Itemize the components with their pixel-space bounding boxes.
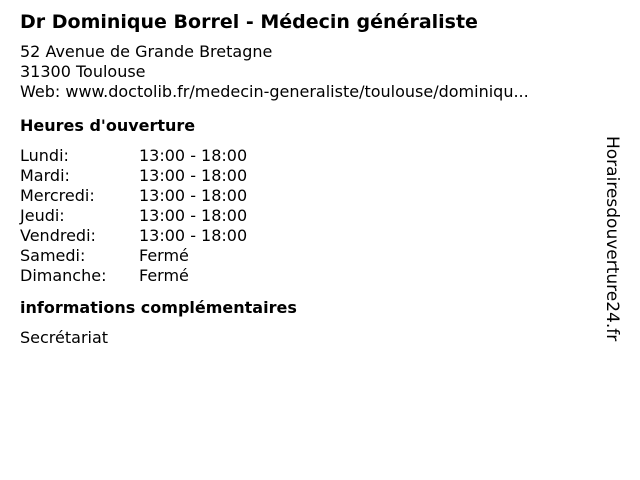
hours-day-label: Vendredi:: [20, 226, 96, 245]
additional-info-heading: informations complémentaires: [20, 298, 297, 317]
opening-hours-table: [20, 146, 600, 286]
hours-day-label: Dimanche:: [20, 266, 107, 285]
address-city: 31300 Toulouse: [20, 62, 146, 81]
hours-day-label: Samedi:: [20, 246, 86, 265]
address-street: 52 Avenue de Grande Bretagne: [20, 42, 273, 61]
hours-row-friday: [20, 226, 600, 246]
site-watermark: Horairesdouverture24.fr: [602, 136, 622, 342]
doctor-listing: [20, 10, 600, 348]
hours-time-value: 13:00 - 18:00: [139, 186, 248, 205]
hours-row-monday: [20, 146, 600, 166]
hours-day-label: Mardi:: [20, 166, 70, 185]
hours-row-tuesday: [20, 166, 600, 186]
hours-time-value: 13:00 - 18:00: [139, 166, 248, 185]
hours-day-label: Mercredi:: [20, 186, 95, 205]
hours-row-sunday: [20, 266, 600, 286]
hours-day-label: Lundi:: [20, 146, 69, 165]
hours-time-value: 13:00 - 18:00: [139, 226, 248, 245]
hours-row-saturday: [20, 246, 600, 266]
opening-hours-heading: Heures d'ouverture: [20, 116, 196, 135]
hours-time-value: 13:00 - 18:00: [139, 206, 248, 225]
hours-time-value: Fermé: [139, 246, 189, 265]
hours-time-value: Fermé: [139, 266, 189, 285]
hours-day-label: Jeudi:: [20, 206, 65, 225]
hours-row-thursday: [20, 206, 600, 226]
hours-time-value: 13:00 - 18:00: [139, 146, 248, 165]
hours-row-wednesday: [20, 186, 600, 206]
additional-info-text: Secrétariat: [20, 328, 109, 347]
website-link[interactable]: Web: www.doctolib.fr/medecin-generaliste/toulouse/dominiqu...: [20, 82, 529, 101]
page-title: Dr Dominique Borrel - Médecin généraliste: [20, 11, 478, 33]
